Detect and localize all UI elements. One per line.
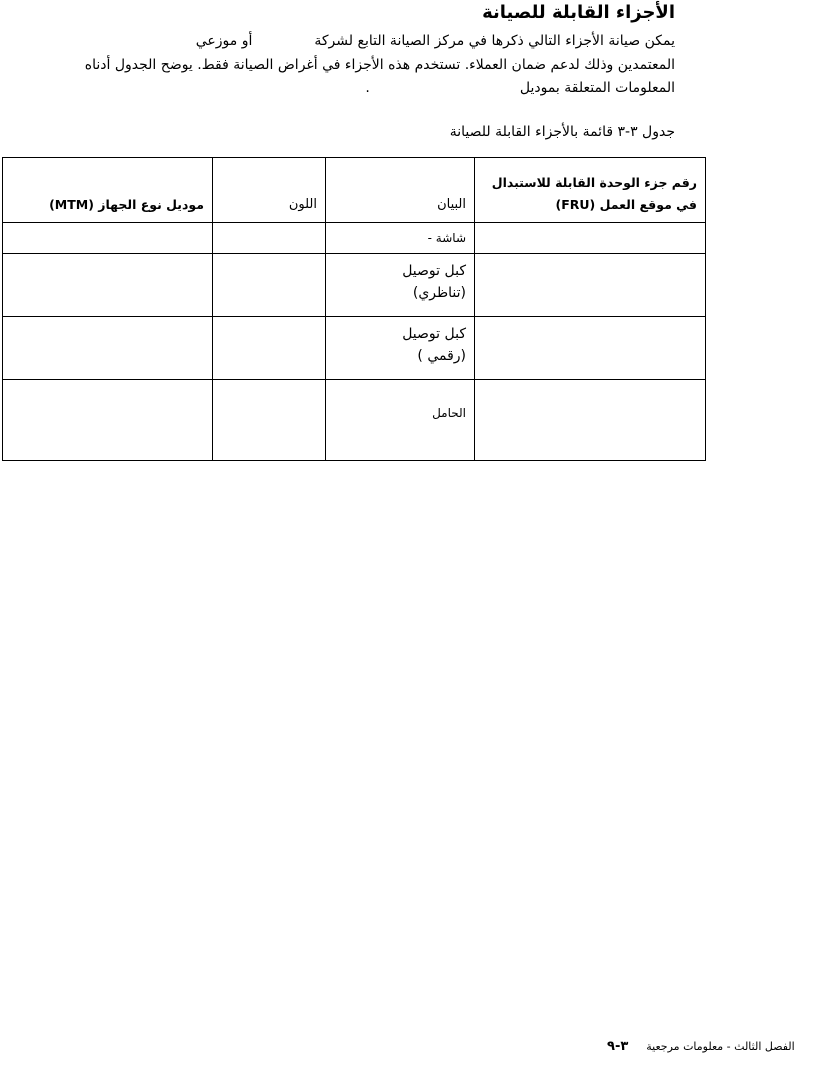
- table-header-row: [3, 158, 706, 223]
- cell-description: [326, 223, 475, 254]
- cell-description: [326, 254, 475, 317]
- page-footer: [607, 1039, 795, 1054]
- intro-paragraph-line-3: [365, 80, 675, 96]
- page-number: ٣-٩: [607, 1039, 629, 1054]
- cell-color: [213, 254, 326, 317]
- description-line-2: (رقمي ): [417, 348, 466, 364]
- description-line-1: كبل توصيل: [402, 263, 466, 279]
- table-row: [3, 317, 706, 380]
- table-row: [3, 254, 706, 317]
- cell-fru: [475, 380, 706, 461]
- description-line-1: كبل توصيل: [402, 326, 466, 342]
- table-caption: جدول ٣-٣ قائمة بالأجزاء القابلة للصيانة: [449, 124, 675, 140]
- intro-text: المعلومات المتعلقة بموديل: [519, 80, 675, 96]
- description-line-1: شاشة -: [427, 231, 466, 245]
- header-fru-line-1: رقم جزء الوحدة القابلة للاستبدال: [491, 175, 697, 190]
- cell-mtm: [3, 317, 213, 380]
- cell-mtm: [3, 223, 213, 254]
- description-line-2: (تناظري): [412, 285, 466, 301]
- table-row: [3, 223, 706, 254]
- intro-text: أو موزعي: [195, 33, 253, 49]
- header-mtm: موديل نوع الجهاز (MTM): [3, 158, 213, 223]
- cell-description: [326, 317, 475, 380]
- intro-paragraph-line-1: [98, 33, 675, 49]
- intro-text: .: [365, 80, 370, 96]
- parts-table: [2, 157, 706, 461]
- cell-color: [213, 317, 326, 380]
- cell-fru: [475, 254, 706, 317]
- cell-mtm: [3, 254, 213, 317]
- cell-color: [213, 223, 326, 254]
- table-row: [3, 380, 706, 461]
- header-fru: [475, 158, 706, 223]
- header-description: البيان: [326, 158, 475, 223]
- footer-chapter: الفصل الثالث - معلومات مرجعية: [646, 1040, 795, 1053]
- section-title: الأجزاء القابلة للصيانة: [482, 2, 675, 23]
- description-line-1: الحامل: [432, 406, 466, 420]
- cell-color: [213, 380, 326, 461]
- intro-paragraph-line-2: المعتمدين وذلك لدعم ضمان العملاء. تستخدم هذه الأجزاء في أغراض الصيانة فقط. يوضح الجدول أدناه: [84, 57, 675, 73]
- cell-fru: [475, 317, 706, 380]
- header-color: اللون: [213, 158, 326, 223]
- intro-text: يمكن صيانة الأجزاء التالي ذكرها في مركز الصيانة التابع لشركة: [314, 33, 675, 49]
- cell-description: [326, 380, 475, 461]
- header-fru-line-2: في موقع العمل (FRU): [555, 197, 697, 212]
- cell-mtm: [3, 380, 213, 461]
- cell-fru: [475, 223, 706, 254]
